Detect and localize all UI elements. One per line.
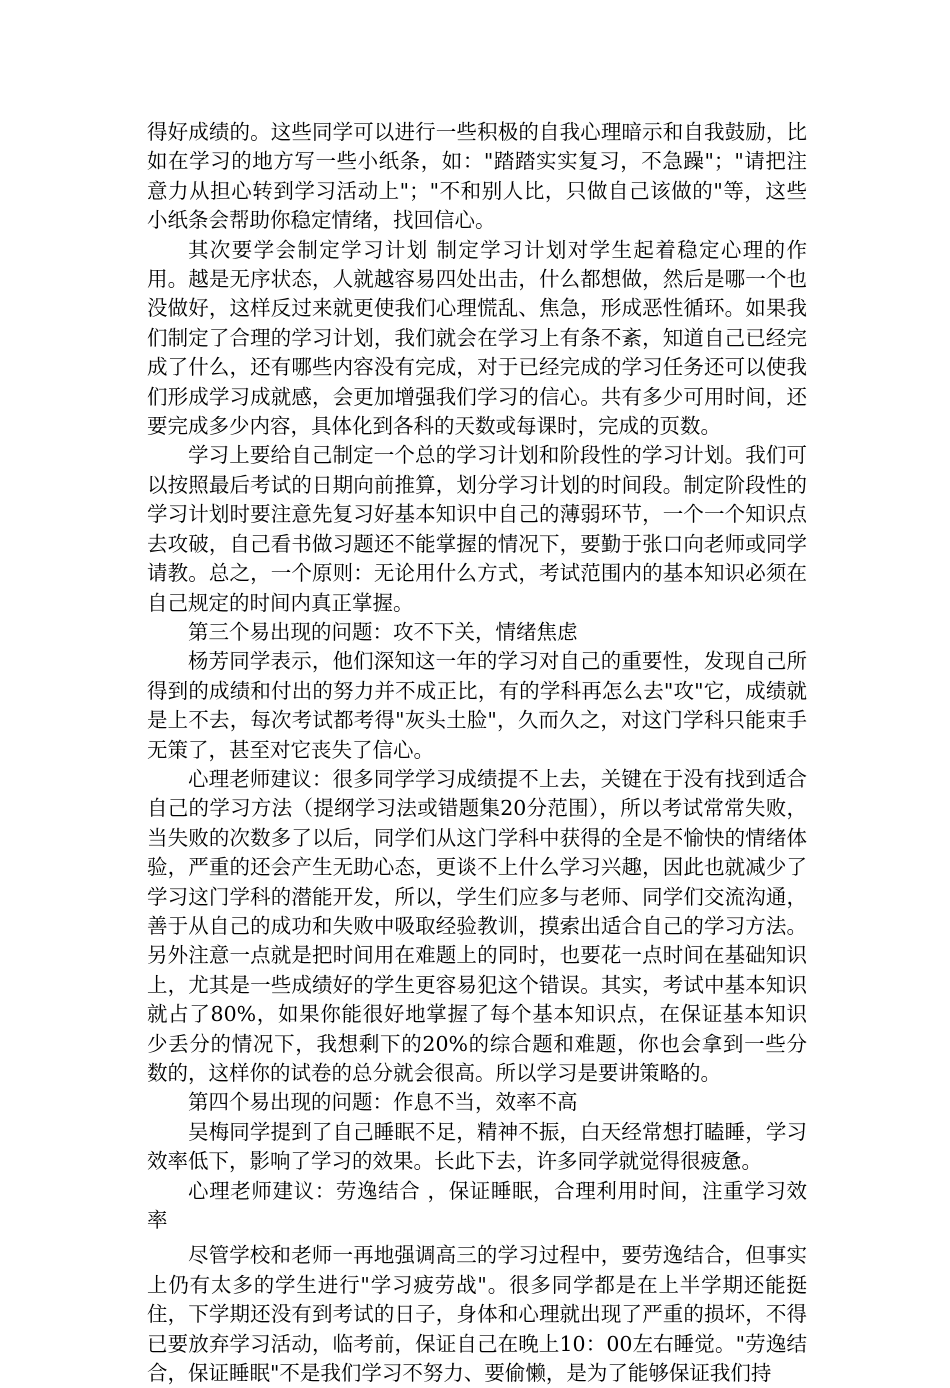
paragraph-2: 其次要学会制定学习计划 制定学习计划对学生起着稳定心理的作用。越是无序状态，人就越容易四处出击，什么都想做，然后是哪一个也没做好，这样反过来就更使我们心理慌乱、焦急，形成恶性循环。如果我们制定了合理的学习计划，我们就会在学习上有条不紊，知道自己已经完成了什么，还有哪些内容没有完成，对于已经完成的学习任务还可以使我们形成学习成就感，会更加增强我们学习的信心。共有多少可用时间，还要完成多少内容，具体化到各科的天数或每课时，完成的页数。 [147, 237, 807, 439]
paragraph-7: 心理老师建议：劳逸结合 ，保证睡眠，合理利用时间，注重学习效率 [147, 1178, 807, 1233]
paragraph-8: 尽管学校和老师一再地强调高三的学习过程中，要劳逸结合，但事实上仍有太多的学生进行"学习疲劳战"。很多同学都是在上半学期还能挺住，下学期还没有到考试的日子，身体和心理就出现了严重的损坏，不得已要放弃学习活动，临考前，保证自己在晚上10：00左右睡觉。"劳逸结合，保证睡眠"不是我们学习不努力、要偷懒，是为了能够保证我们持 [147, 1243, 807, 1386]
paragraph-1: 得好成绩的。这些同学可以进行一些积极的自我心理暗示和自我鼓励，比如在学习的地方写一些小纸条，如："踏踏实实复习，不急躁"；"请把注意力从担心转到学习活动上"；"不和别人比，只做自己该做的"等，这些小纸条会帮助你稳定情绪，找回信心。 [147, 120, 807, 233]
section-heading-4: 第四个易出现的问题：作息不当，效率不高 [188, 1090, 578, 1115]
paragraph-6: 吴梅同学提到了自己睡眠不足，精神不振，白天经常想打瞌睡，学习效率低下，影响了学习的效果。长此下去，许多同学就觉得很疲惫。 [147, 1119, 807, 1174]
paragraph-4: 杨芳同学表示，他们深知这一年的学习对自己的重要性，发现自己所得到的成绩和付出的努力并不成正比，有的学科再怎么去"攻"它，成绩就是上不去，每次考试都考得"灰头土脸"，久而久之，对这门学科只能束手无策了，甚至对它丧失了信心。 [147, 649, 807, 762]
paragraph-3: 学习上要给自己制定一个总的学习计划和阶段性的学习计划。我们可以按照最后考试的日期向前推算，划分学习计划的时间段。制定阶段性的学习计划时要注意先复习好基本知识中自己的薄弱环节，一个一个知识点去攻破，自己看书做习题还不能掌握的情况下，要勤于张口向老师或同学请教。总之，一个原则：无论用什么方式，考试范围内的基本知识必须在自己规定的时间内真正掌握。 [147, 443, 807, 615]
section-heading-3: 第三个易出现的问题：攻不下关，情绪焦虑 [188, 619, 578, 644]
document-body [147, 118, 807, 1388]
paragraph-5: 心理老师建议：很多同学学习成绩提不上去，关键在于没有找到适合自己的学习方法（提纲学习法或错题集20分范围），所以考试常常失败，当失败的次数多了以后，同学们从这门学科中获得的全是不愉快的情绪体验，严重的还会产生无助心态，更谈不上什么学习兴趣，因此也就减少了学习这门学科的潜能开发，所以，学生们应多与老师、同学们交流沟通，善于从自己的成功和失败中吸取经验教训，摸索出适合自己的学习方法。另外注意一点就是把时间用在难题上的同时，也要花一点时间在基础知识上，尤其是一些成绩好的学生更容易犯这个错误。其实，考试中基本知识就占了80%，如果你能很好地掌握了每个基本知识点，在保证基本知识少丢分的情况下，我想剩下的20%的综合题和难题，你也会拿到一些分数的，这样你的试卷的总分就会很高。所以学习是要讲策略的。 [147, 766, 807, 1085]
